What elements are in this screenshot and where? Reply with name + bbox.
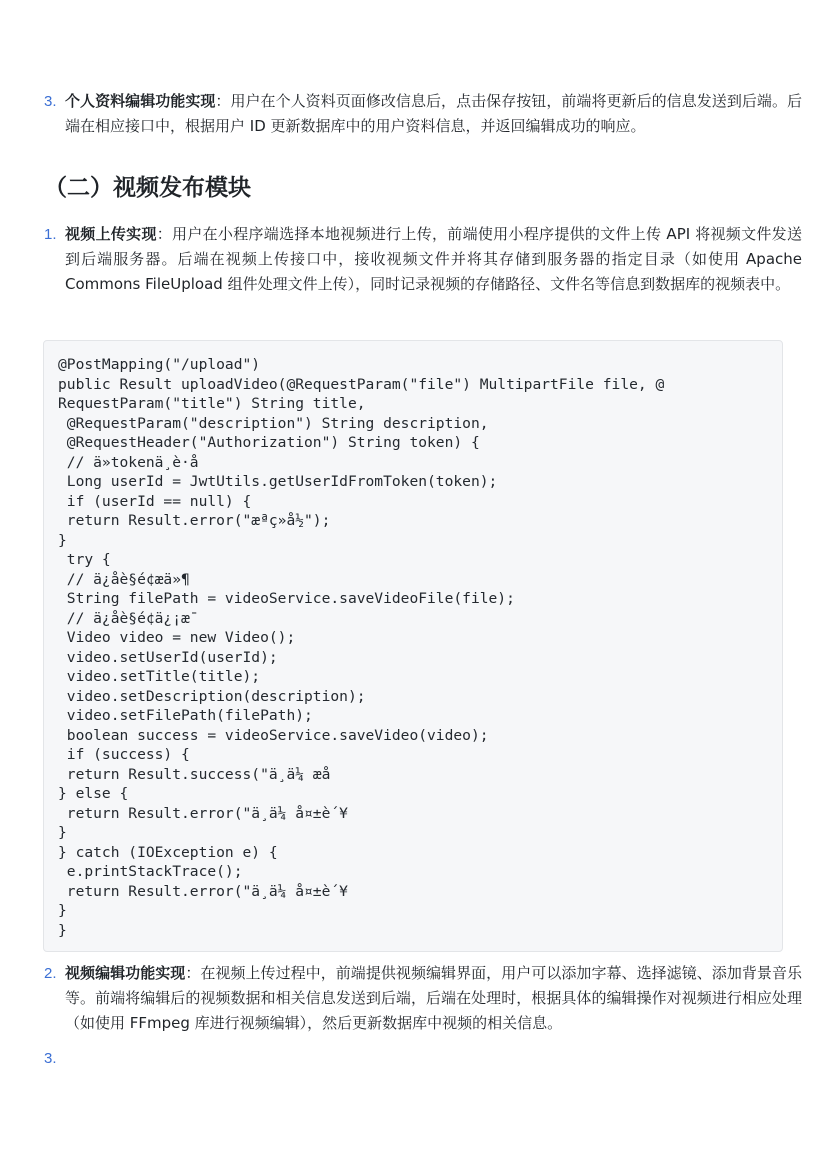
list-item-text: ：在视频上传过程中，前端提供视频编辑界面，用户可以添加字幕、选择滤镜、添加背景音乐等。前端将编辑后的视频数据和相关信息发送到后端，后端在处理时，根据具体的编辑操作对视频进行相应处理（如使用 FFmpeg 库进行视频编辑），然后更新数据库中视频的相关信息。 [65,964,802,1032]
list-item-profile-edit [44,89,802,139]
list-item-term: 个人资料编辑功能实现 [65,92,216,110]
list-number: 1. [44,226,57,243]
list-item-body [65,961,802,1036]
list-item-term: 视频编辑功能实现 [65,964,186,982]
list-number: 3. [44,93,57,110]
list-item-body [65,89,802,139]
code-block [43,340,783,952]
list-item-body [65,222,802,297]
list-number: 3. [44,1050,57,1067]
list-item-text: ：用户在小程序端选择本地视频进行上传，前端使用小程序提供的文件上传 API 将视频文件发送到后端服务器。后端在视频上传接口中，接收视频文件并将其存储到服务器的指定目录（如使用 Apache Commons FileUpload 组件处理文件上传），同时记录视频的存储路径、文件名等信息到数据库的视频表中。 [65,225,802,293]
code-source: @PostMapping("/upload") public Result uploadVideo(@RequestParam("file") MultipartFile file, @ RequestParam("title") String title, @RequestParam("description") String description, @RequestHeader("Authorization") String token) { // ä»tokenä¸è·å Long userId = JwtUtils.getUserIdFromToken(token); if (userId == null) { return Result.error("æªç»å½"); } try { // ä¿åè§é¢æä»¶ String filePath = videoService.saveVideoFile(file); // ä¿åè§é¢ä¿¡æ¯ Video video = new Video(); video.setUserId(userId); video.setTitle(title); video.setDescription(description); video.setFilePath(filePath); boolean success = videoService.saveVideo(video); if (success) { return Result.success("ä¸ä¼ æå } else { return Result.error("ä¸ä¼ å¤±è´¥ } } catch (IOException e) { e.printStackTrace(); return Result.error("ä¸ä¼ å¤±è´¥ } } [58,356,665,939]
list-item-video-edit [44,961,802,1036]
list-item-video-upload [44,222,802,297]
section-heading: （二）视频发布模块 [44,175,251,201]
list-item-term: 视频上传实现 [65,225,157,243]
list-item-text: ：用户在个人资料页面修改信息后，点击保存按钮，前端将更新后的信息发送到后端。后端在相应接口中，根据用户 ID 更新数据库中的用户资料信息，并返回编辑成功的响应。 [65,92,802,135]
list-number: 2. [44,965,57,982]
